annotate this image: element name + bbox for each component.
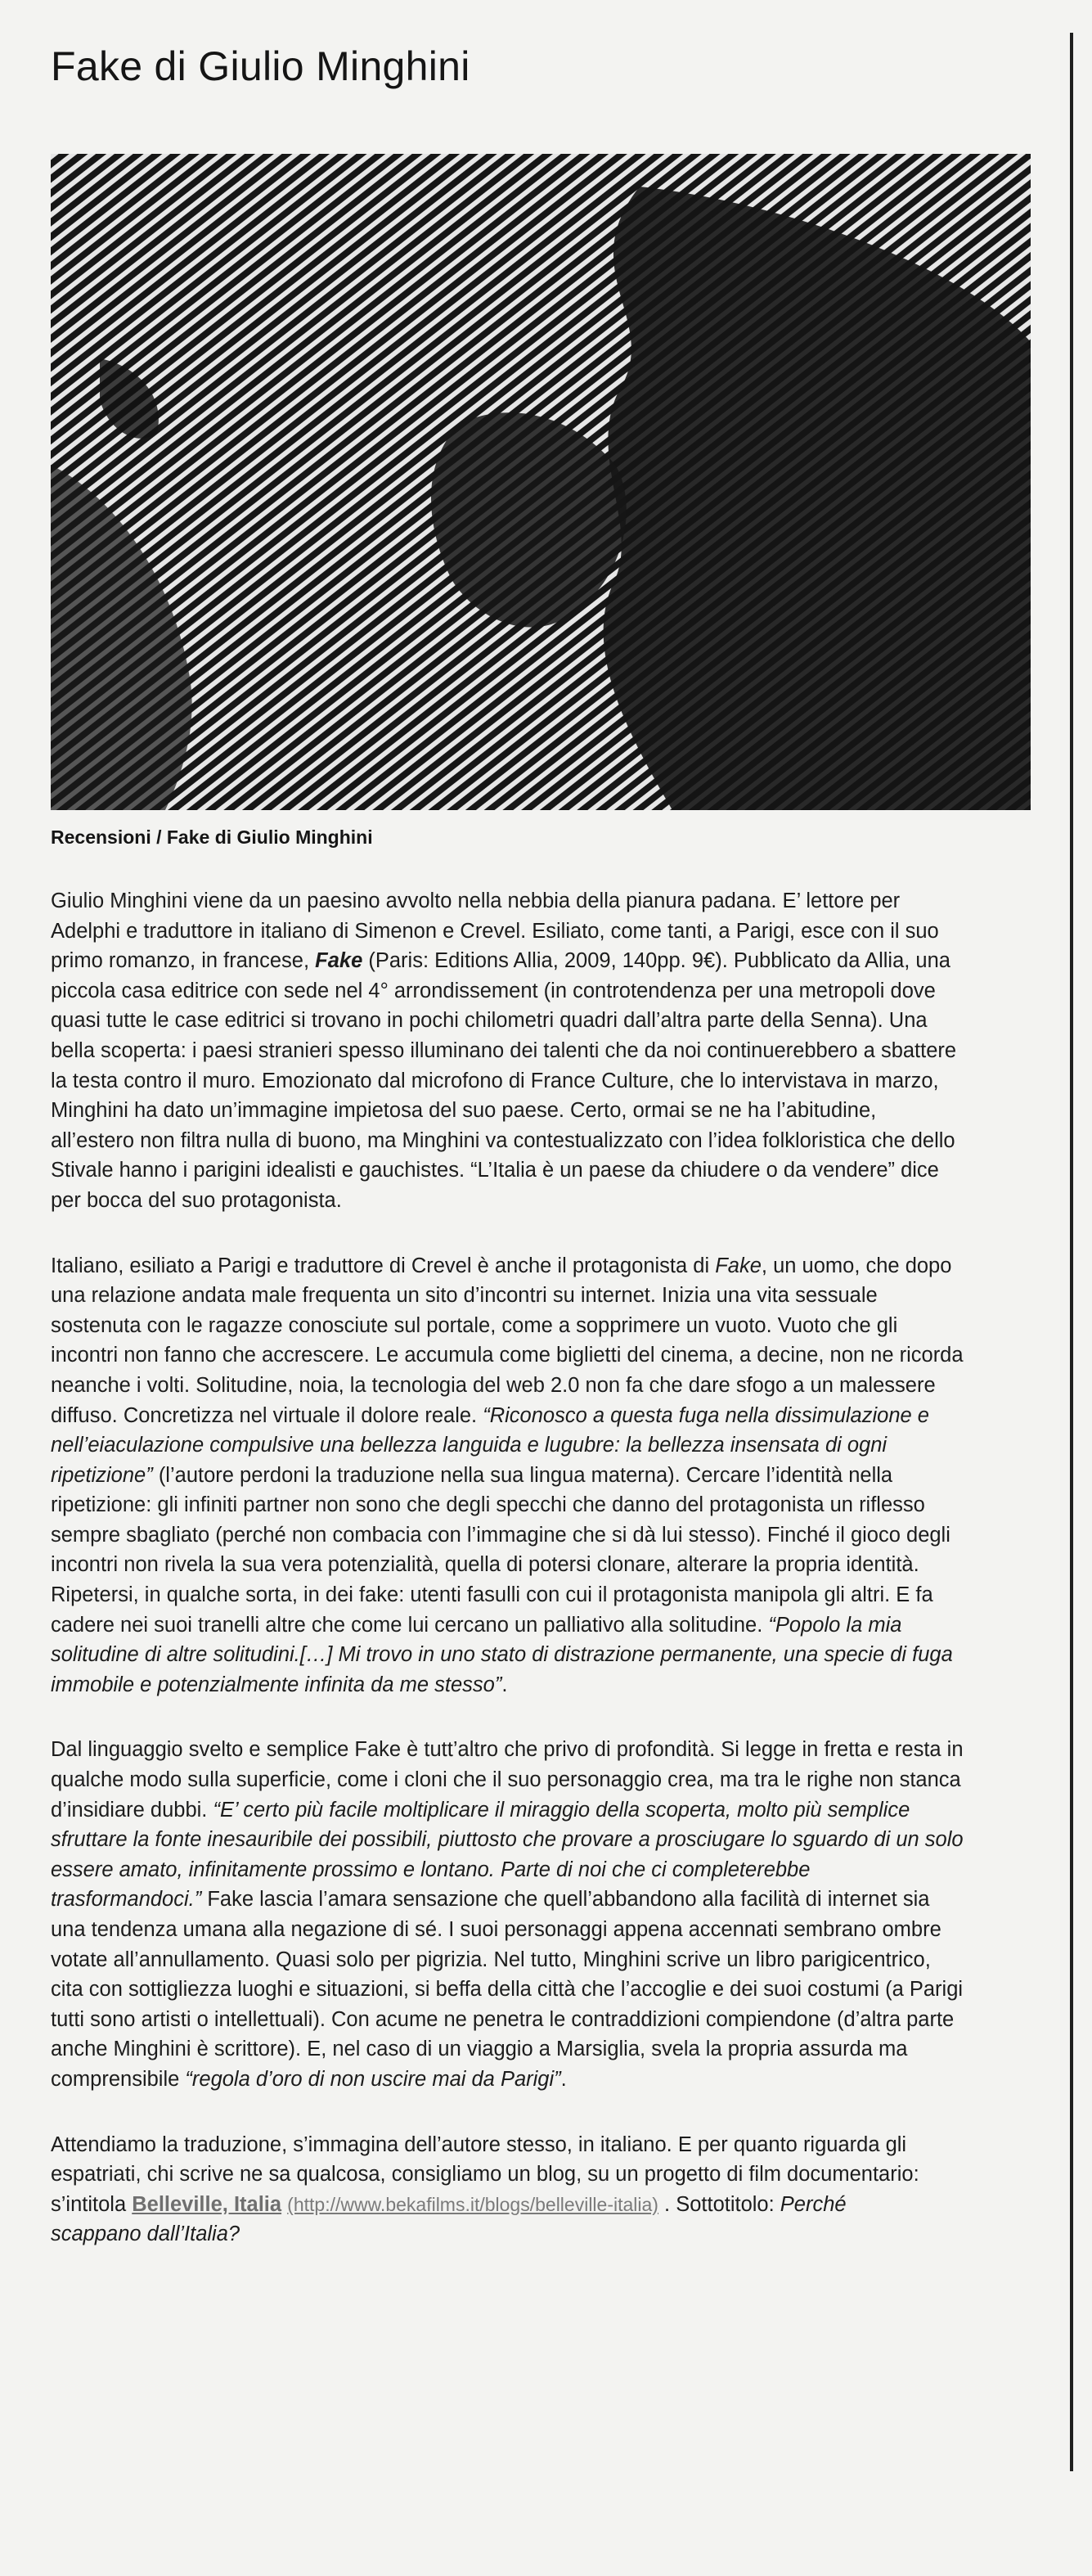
article-caption: Recensioni / Fake di Giulio Minghini [51,826,373,848]
vertical-rule [1070,33,1073,2471]
blog-link[interactable]: Belleville, Italia [132,2192,282,2216]
blog-url-link[interactable]: (http://www.bekafilms.it/blogs/belleville-italia) [287,2193,658,2215]
article-photo [51,154,1031,810]
article-body [51,886,1032,2285]
paragraph-3: Dal linguaggio svelto e semplice Fake è tutt’altro che privo di profondità. Si legge in fretta e resta in qualche modo sulla superficie, come i cloni che il suo personaggio crea, ma tra le righe non stanca d’insidiare dubbi. “E’ certo più facile moltiplicare il miraggio della scoperta, molto più semplice sfruttare la fonte inesauribile dei possibili, piuttosto che provare a prosciugare lo sguardo di un solo essere amato, infinitamente prossimo e lontano. Parte di noi che ci completerebbe trasformandoci.” Fake lascia l’amara sensazione che quell’abbandono alla facilità di internet sia una tendenza umana alla negazione di sé. I suoi personaggi appena accennati sembrano ombre votate all’annullamento. Quasi solo per pigrizia. Nel tutto, Minghini scrive un libro parigicentrico, cita con sottigliezza luoghi e situazioni, si beffa della città che l’accoglie e dei suoi costumi (a Parigi tutti sono artisti o intellettuali). Con acume ne penetra le contraddizioni compiendone (d’altra parte anche Minghini è scrittore). E, nel caso di un viaggio a Marsiglia, svela la propria assurda ma comprensibile “regola d’oro di non uscire mai da Parigi”. [51,1738,964,2091]
page-title: Fake di Giulio Minghini [51,43,470,89]
halftone-photo-icon [51,154,1031,810]
paragraph-2: Italiano, esiliato a Parigi e traduttore di Crevel è anche il protagonista di Fake, un uomo, che dopo una relazione andata male frequenta un sito d’incontri su internet. Inizia una vita sessuale sostenuta con le ragazze conosciute sul portale, come a sopprimere un vuoto. Vuoto che gli incontri non fanno che accrescere. Le accumula come biglietti del cinema, a decine, non ne ricorda neanche i volti. Solitudine, noia, la tecnologia del web 2.0 non fa che dare sfogo a un malessere diffuso. Concretizza nel virtuale il dolore reale. “Riconosco a questa fuga nella dissimulazione e nell’eiaculazione compulsive una bellezza languida e lugubre: la bellezza insensata di ogni ripetizione” (l’autore perdoni la traduzione nella sua lingua materna). Cercare l’identità nella ripetizione: gli infiniti partner non sono che degli specchi che danno del protagonista un riflesso sempre sbagliato (perché non combacia con l’immagine che si dà lui stesso). Finché il gioco degli incontri non rivela la sua vera potenzialità, quella di potersi clonare, alterare la propria identità. Ripetersi, in qualche sorta, in dei fake: utenti fasulli con cui il protagonista manipola gli altri. E fa cadere nei suoi tranelli altre che come lui cercano un palliativo alla solitudine. “Popolo la mia solitudine di altre solitudini.[…] Mi trovo in uno stato di distrazione permanente, una specie di fuga immobile e potenzialmente infinita da me stesso”. [51,1254,964,1696]
paragraph-1: Giulio Minghini viene da un paesino avvolto nella nebbia della pianura padana. E’ lettore per Adelphi e traduttore in italiano di Simenon e Crevel. Esiliato, come tanti, a Parigi, esce con il suo primo romanzo, in francese, Fake (Paris: Editions Allia, 2009, 140pp. 9€). Pubblicato da Allia, una piccola casa editrice con sede nel 4° arrondissement (in controtendenza per una metropoli dove quasi tutte le case editrici si trovano in pochi chilometri quadri dall’altra parte della Senna). Una bella scoperta: i paesi stranieri spesso illuminano dei talenti che da noi continuerebbero a sbattere la testa contro il muro. Emozionato dal microfono di France Culture, che lo intervistava in marzo, Minghini ha dato un’immagine impietosa del suo paese. Certo, ormai se ne ha l’abitudine, all’estero non filtra nulla di buono, ma Minghini va contestualizzato con l’idea folkloristica che dello Stivale hanno i parigini idealisti e gauchistes. “L’Italia è un paese da chiudere o da vendere” dice per bocca del suo protagonista. [51,889,957,1212]
book-title: Fake [315,949,363,973]
paragraph-4: Attendiamo la traduzione, s’immagina dell’autore stesso, in italiano. E per quanto riguarda gli espatriati, chi scrive ne sa qualcosa, consigliamo un blog, su un progetto di film documentario: s’intitola Belleville, Italia (http://www.bekafilms.it/blogs/belleville-italia) . Sottotitolo: Perché scappano dall’Italia? [51,2132,919,2246]
